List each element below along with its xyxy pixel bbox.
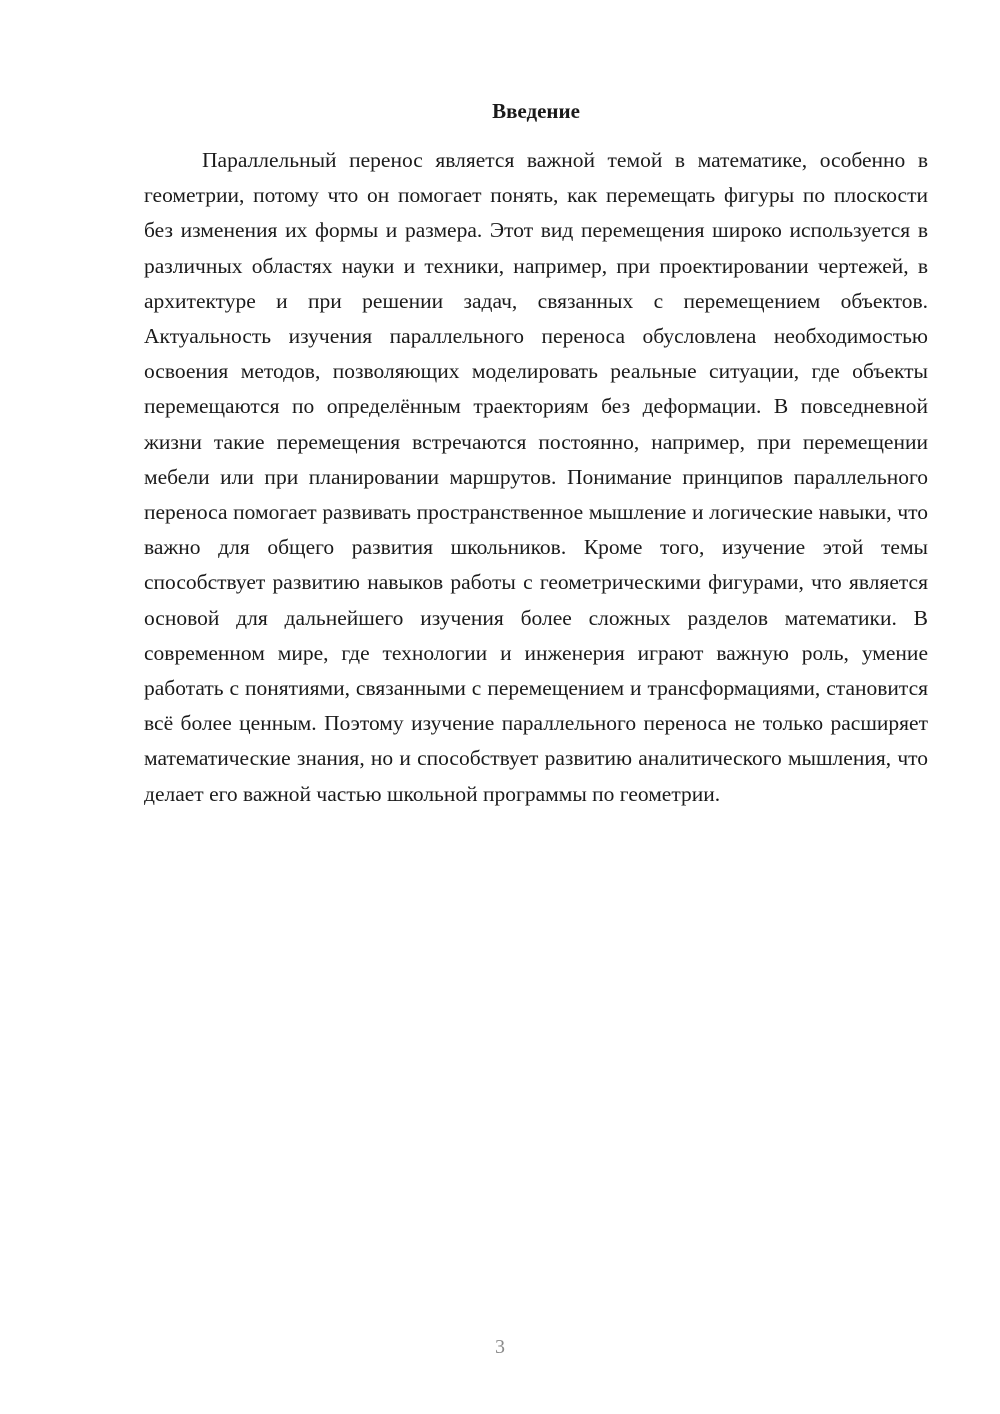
page-number: 3: [495, 1336, 505, 1358]
body-paragraph: Параллельный перенос является важной темой в математике, особенно в геометрии, потому что он помогает понять, как перемещать фигуры по плоскости без изменения их формы и размера. Этот вид перемещения широко используется в различных областях науки и техники, например, при проектировании чертежей, в архитектуре и при решении задач, связанных с перемещением объектов. Актуальность изучения параллельного переноса обусловлена необходимостью освоения методов, позволяющих моделировать реальные ситуации, где объекты перемещаются по определённым траекториям без деформации. В повседневной жизни такие перемещения встречаются постоянно, например, при перемещении мебели или при планировании маршрутов. Понимание принципов параллельного переноса помогает развивать пространственное мышление и логические навыки, что важно для общего развития школьников. Кроме того, изучение этой темы способствует развитию навыков работы с геометрическими фигурами, что является основой для дальнейшего изучения более сложных разделов математики. В современном мире, где технологии и инженерия играют важную роль, умение работать с понятиями, связанными с перемещением и трансформациями, становится всё более ценным. Поэтому изучение параллельного переноса не только расширяет математические знания, но и способствует развитию аналитического мышления, что делает его важной частью школьной программы по геометрии.: [144, 148, 928, 806]
section-heading: Введение: [492, 99, 580, 123]
